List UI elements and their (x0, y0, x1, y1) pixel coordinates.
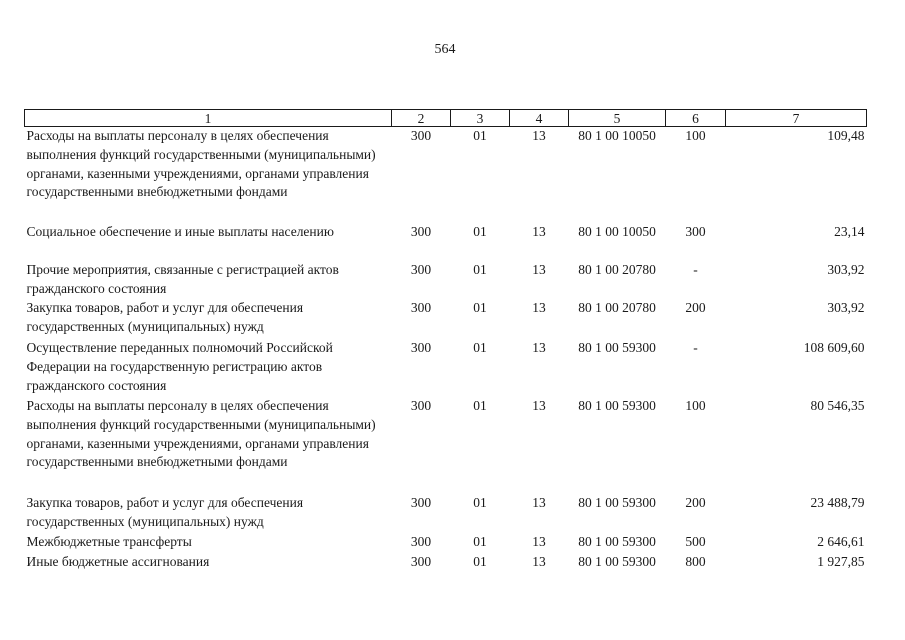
ministry-code: 300 (410, 128, 432, 143)
amount-value: 1 927,85 (817, 554, 865, 569)
target-article-code: 80 1 00 59300 (578, 340, 656, 355)
subsection-code: 13 (532, 495, 546, 510)
target-article-code: 80 1 00 59300 (578, 398, 656, 413)
expense-name: Социальное обеспечение и иные выплаты населению (26, 224, 334, 239)
amount-value: 2 646,61 (817, 534, 865, 549)
expense-type-code: 100 (685, 398, 706, 413)
subsection-code: 13 (532, 554, 546, 569)
expense-type-code: - (693, 262, 698, 277)
amount-value: 80 546,35 (810, 398, 865, 413)
target-article-code: 80 1 00 59300 (578, 554, 656, 569)
expense-type-code: 800 (685, 554, 706, 569)
ministry-code: 300 (410, 495, 432, 510)
ministry-code: 300 (410, 340, 432, 355)
expense-name: Межбюджетные трансферты (26, 534, 192, 549)
subsection-code: 13 (532, 300, 546, 315)
table-row (25, 533, 867, 553)
expense-type-code: 100 (685, 128, 706, 143)
ministry-code: 300 (410, 554, 432, 569)
section-code: 01 (473, 495, 487, 510)
ministry-code: 300 (410, 262, 432, 277)
header-col-6: 6 (666, 110, 726, 127)
expense-name: Закупка товаров, работ и услуг для обеспечения государственных (муниципальных) нужд (26, 495, 304, 529)
table-row (25, 261, 867, 299)
expense-name: Расходы на выплаты персоналу в целях обеспечения выполнения функций государственными (муниципальными) органами, казенными учреждениями, органами управления государственными внебюджетными фондами (26, 128, 376, 200)
target-article-code: 80 1 00 20780 (578, 300, 656, 315)
table-body (25, 127, 867, 574)
section-code: 01 (473, 398, 487, 413)
section-code: 01 (473, 262, 487, 277)
table-row (25, 223, 867, 261)
section-code: 01 (473, 224, 487, 239)
target-article-code: 80 1 00 10050 (578, 128, 656, 143)
subsection-code: 13 (532, 534, 546, 549)
subsection-code: 13 (532, 224, 546, 239)
section-code: 01 (473, 340, 487, 355)
amount-value: 109,48 (827, 128, 865, 143)
expense-name: Иные бюджетные ассигнования (26, 554, 210, 569)
expense-type-code: 300 (685, 224, 706, 239)
amount-value: 23,14 (834, 224, 865, 239)
table-row (25, 494, 867, 533)
header-col-2: 2 (392, 110, 451, 127)
section-code: 01 (473, 300, 487, 315)
section-code: 01 (473, 534, 487, 549)
header-col-5: 5 (569, 110, 666, 127)
header-row (25, 110, 867, 127)
expense-name: Закупка товаров, работ и услуг для обеспечения государственных (муниципальных) нужд (26, 300, 304, 334)
expense-name: Осуществление переданных полномочий Российской Федерации на государственную регистрацию актов гражданского состояния (26, 340, 333, 393)
target-article-code: 80 1 00 10050 (578, 224, 656, 239)
target-article-code: 80 1 00 59300 (578, 534, 656, 549)
expense-type-code: 200 (685, 495, 706, 510)
header-col-4: 4 (510, 110, 569, 127)
expense-type-code: 500 (685, 534, 706, 549)
subsection-code: 13 (532, 340, 546, 355)
ministry-code: 300 (410, 224, 432, 239)
section-code: 01 (473, 554, 487, 569)
table-row (25, 127, 867, 224)
expense-name: Прочие мероприятия, связанные с регистрацией актов гражданского состояния (26, 262, 339, 296)
target-article-code: 80 1 00 59300 (578, 495, 656, 510)
table-row (25, 339, 867, 397)
amount-value: 23 488,79 (810, 495, 865, 510)
amount-value: 303,92 (827, 300, 865, 315)
table-row (25, 299, 867, 339)
target-article-code: 80 1 00 20780 (578, 262, 656, 277)
amount-value: 303,92 (827, 262, 865, 277)
expense-name: Расходы на выплаты персоналу в целях обеспечения выполнения функций государственными (муниципальными) органами, казенными учреждениями, органами управления государственными внебюджетными фондами (26, 398, 376, 470)
budget-table (24, 109, 867, 573)
subsection-code: 13 (532, 262, 546, 277)
ministry-code: 300 (410, 534, 432, 549)
subsection-code: 13 (532, 128, 546, 143)
table-row (25, 397, 867, 494)
ministry-code: 300 (410, 300, 432, 315)
table-row (25, 553, 867, 573)
header-col-1: 1 (25, 110, 392, 127)
expense-type-code: 200 (685, 300, 706, 315)
subsection-code: 13 (532, 398, 546, 413)
header-col-7: 7 (726, 110, 867, 127)
amount-value: 108 609,60 (803, 340, 865, 355)
table-header (25, 110, 867, 127)
expense-type-code: - (693, 340, 698, 355)
page-number: 564 (434, 42, 456, 57)
header-col-3: 3 (451, 110, 510, 127)
section-code: 01 (473, 128, 487, 143)
ministry-code: 300 (410, 398, 432, 413)
